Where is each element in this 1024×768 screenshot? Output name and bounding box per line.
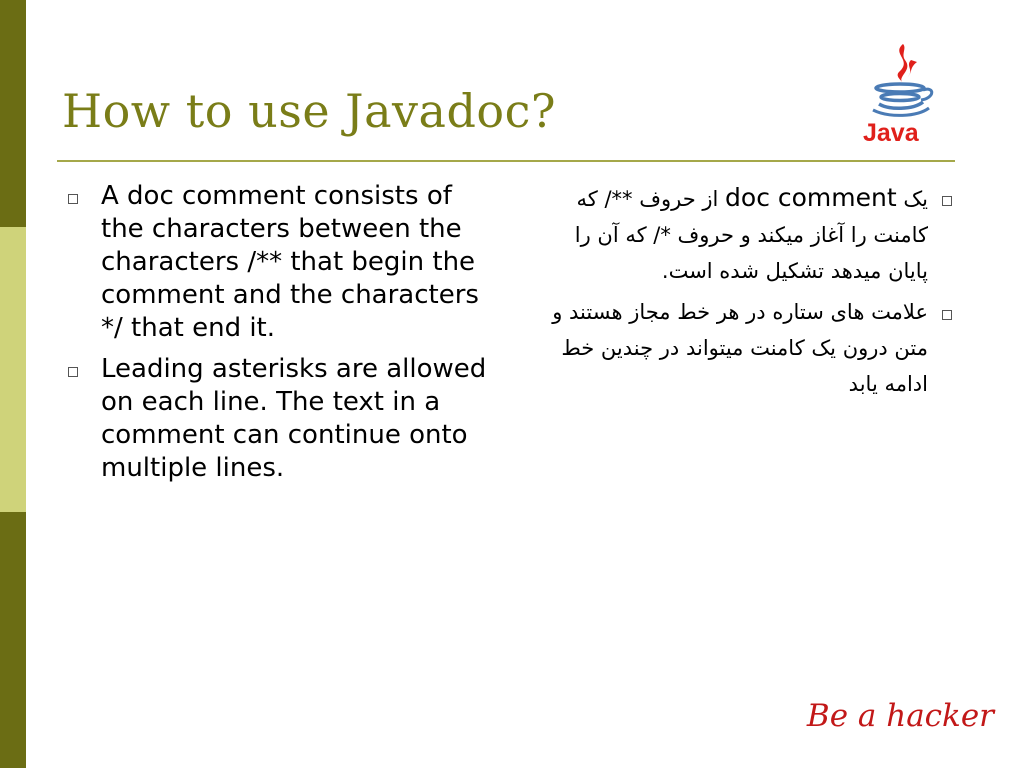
hollow-square-icon: [942, 310, 952, 320]
bullet-persian-asterisks: [530, 294, 960, 402]
bullet-persian-doc-comment: [530, 180, 960, 289]
sidebar-stripe-middle: [0, 227, 26, 512]
steam-icon: [898, 44, 908, 82]
java-logo-text: Java: [863, 119, 919, 147]
english-bullet-list: [62, 180, 502, 493]
bullet-leading-asterisks: [62, 353, 502, 485]
bullet-text: علامت های ستاره در هر خط مجاز هستند و متن درون یک کامنت میتواند در چندین خط ادامه یابد: [552, 300, 928, 396]
sidebar-stripe-bottom: [0, 512, 26, 768]
title-divider: [57, 160, 955, 162]
bullet-doc-comment-definition: [62, 180, 502, 345]
slide-title: How to use Javadoc?: [62, 84, 557, 138]
bullet-text: A doc comment consists of the characters between the characters /** that begin the comment and the characters */ that end it.: [101, 181, 479, 343]
hollow-square-icon: [942, 196, 952, 206]
bullet-text: Leading asterisks are allowed on each line. The text in a comment can continue onto multiple lines.: [101, 354, 487, 483]
sidebar-stripe-top: [0, 0, 26, 227]
java-logo: [855, 40, 945, 150]
bullet-text-end: از حروف **/ که کامنت را آغاز میکند و حروف */ که آن را پایان میدهد تشکیل شده است.: [574, 187, 928, 283]
footer-tagline: Be a hacker: [806, 698, 994, 734]
hollow-square-icon: [68, 367, 78, 377]
bullet-text-english-term: doc comment: [725, 183, 897, 212]
hollow-square-icon: [68, 194, 78, 204]
persian-bullet-list: [530, 180, 960, 407]
bullet-text-start: یک: [896, 187, 928, 211]
